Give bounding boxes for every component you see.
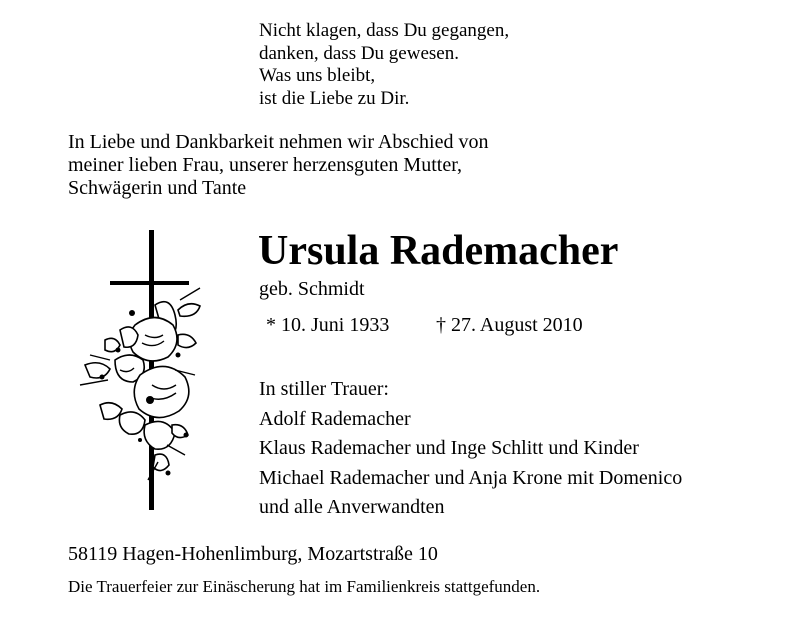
death-date: † 27. August 2010 (436, 314, 583, 336)
mourner: Klaus Rademacher und Inge Schlitt und Kinder (259, 437, 639, 459)
birth-date: * 10. Juni 1933 (266, 314, 390, 336)
deceased-name: Ursula Rademacher (258, 228, 619, 274)
poem-line: ist die Liebe zu Dir. (259, 87, 410, 109)
mourner: Michael Rademacher und Anja Krone mit Domenico (259, 466, 683, 489)
mourners-list (259, 375, 682, 523)
intro-line: In Liebe und Dankbarkeit nehmen wir Abschied von (68, 131, 489, 153)
address: 58119 Hagen-Hohenlimburg, Mozartstraße 10 (68, 543, 438, 565)
intro-text (68, 131, 488, 200)
mourner: und alle Anverwandten (259, 496, 445, 518)
mourner: Adolf Rademacher (259, 407, 411, 430)
intro-line: meiner lieben Frau, unserer herzensguten Mutter, (68, 154, 463, 176)
mourners-heading: In stiller Trauer: (259, 378, 389, 400)
maiden-name: geb. Schmidt (259, 278, 365, 300)
intro-line: Schwägerin und Tante (68, 177, 247, 199)
cross-with-roses-icon (60, 225, 210, 515)
funeral-note: Die Trauerfeier zur Einäscherung hat im Familienkreis stattgefunden. (68, 577, 541, 596)
poem (259, 20, 509, 110)
poem-line: Was uns bleibt, (259, 65, 376, 87)
poem-line: danken, dass Du gewesen. (259, 42, 459, 64)
poem-line: Nicht klagen, dass Du gegangen, (259, 20, 510, 41)
